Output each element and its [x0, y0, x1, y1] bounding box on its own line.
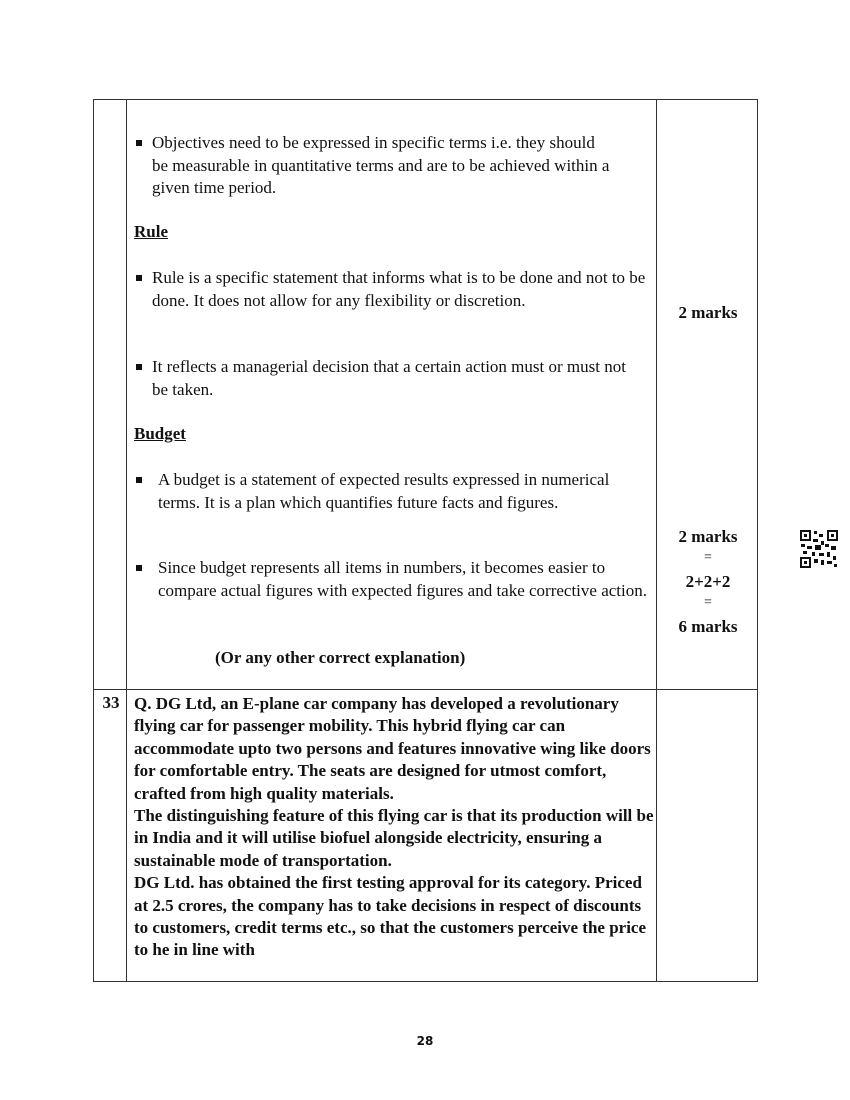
budget-heading: Budget	[134, 424, 186, 443]
question-paragraph-1: Q. DG Ltd, an E-plane car company has developed a revolutionary flying car for passenger mobility. This hybrid flying car can accommodate upto two persons and features innovative wing like doors for comfortable entry. The seats are designed for utmost comfort, crafted from high quality materials.	[134, 694, 651, 803]
question-number: 33	[102, 693, 120, 712]
budget-text-2: Since budget represents all items in numbers, it becomes easier to compare actual figures with expected figures and take corrective action.	[158, 558, 647, 600]
budget-bullet-2	[134, 557, 654, 602]
budget-bullet-1	[134, 469, 644, 514]
table-left-border	[93, 99, 94, 982]
bullet-square-icon	[136, 364, 142, 370]
page-number: 28	[416, 1034, 434, 1048]
marks-sum: 2+2+2	[685, 572, 731, 591]
marks-equals-2: =	[704, 595, 712, 610]
bullet-square-icon	[136, 477, 142, 483]
marks-column-divider	[656, 99, 657, 982]
number-column-divider	[126, 99, 127, 982]
total-marks: 6 marks	[678, 617, 738, 636]
bullet-square-icon	[136, 275, 142, 281]
marks-equals-1: =	[704, 550, 712, 565]
question-paragraph-2: The distinguishing feature of this flying car is that its production will be in India and it will utilise biofuel alongside electricity, ensuring a sustainable mode of transportation.	[134, 806, 654, 870]
bullet-square-icon	[136, 140, 142, 146]
qr-code-icon	[800, 530, 838, 568]
question-text	[134, 693, 654, 962]
budget-marks: 2 marks	[678, 527, 738, 546]
rule-text-2: It reflects a managerial decision that a certain action must or must not be taken.	[152, 357, 626, 399]
bullet-square-icon	[136, 565, 142, 571]
objectives-text: Objectives need to be expressed in specific terms i.e. they should be measurable in quantitative terms and are to be achieved within a given time period.	[152, 133, 610, 197]
table-top-border	[93, 99, 758, 100]
objectives-bullet	[134, 132, 614, 200]
rule-bullet-1	[134, 267, 654, 312]
rule-heading: Rule	[134, 222, 168, 241]
question-paragraph-3: DG Ltd. has obtained the first testing approval for its category. Priced at 2.5 crores, the company has to take decisions in respect of discounts to customers, credit terms etc., so that the customers perceive the price to he in line with	[134, 873, 647, 960]
note-text: (Or any other correct explanation)	[215, 648, 466, 667]
rule-bullet-2	[134, 356, 634, 401]
rule-text-1: Rule is a specific statement that informs what is to be done and not to be done. It does not allow for any flexibility or discretion.	[152, 268, 646, 310]
budget-text-1: A budget is a statement of expected results expressed in numerical terms. It is a plan which quantifies future facts and figures.	[158, 470, 610, 512]
row-divider	[93, 689, 758, 690]
table-bottom-border	[93, 981, 758, 982]
rule-marks: 2 marks	[678, 303, 738, 322]
